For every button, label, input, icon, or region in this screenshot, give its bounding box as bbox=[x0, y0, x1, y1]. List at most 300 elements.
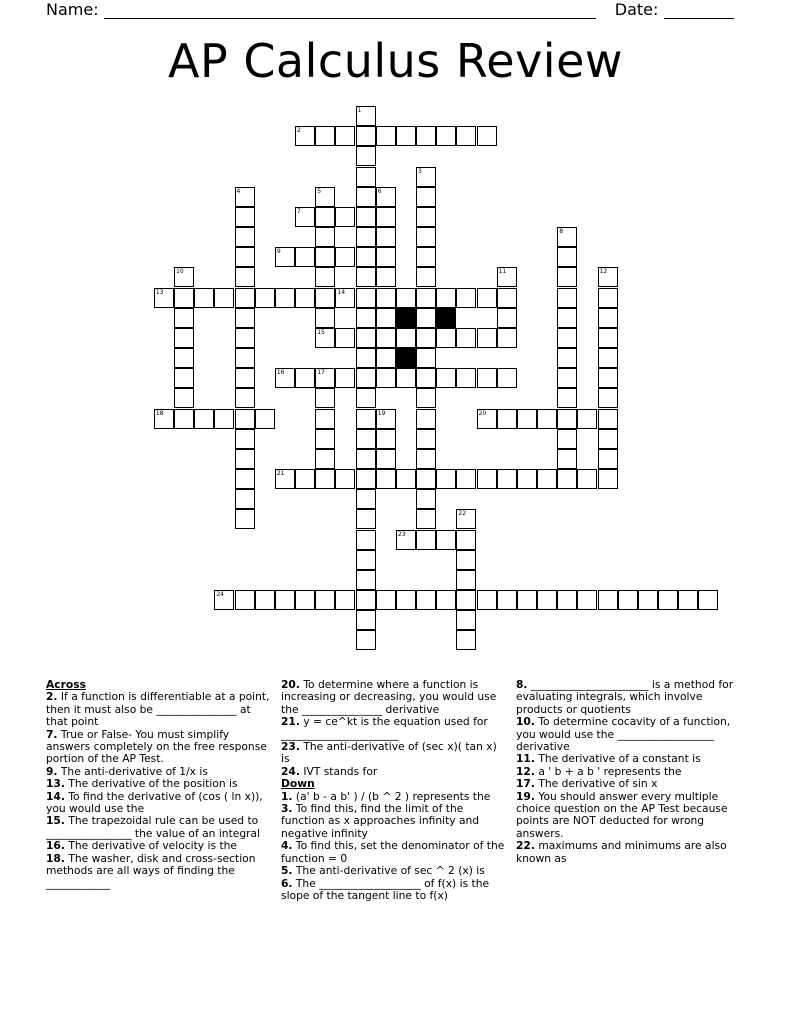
grid-cell[interactable] bbox=[497, 590, 517, 610]
across-clue-list bbox=[46, 691, 274, 890]
clue-text: You should answer every multiple choice question on the AP Test because points are NOT deducted for wrong answers. bbox=[516, 789, 728, 840]
clue-text: If a function is differentiable at a point, then it must also be _______________ at that point bbox=[46, 690, 270, 729]
grid-cell[interactable] bbox=[174, 409, 194, 429]
grid-cell[interactable] bbox=[456, 630, 476, 650]
grid-cell[interactable] bbox=[436, 590, 456, 610]
grid-cell[interactable] bbox=[275, 288, 295, 308]
clue-number: 14. bbox=[46, 789, 65, 803]
grid-cell[interactable] bbox=[174, 288, 194, 308]
grid-cell[interactable] bbox=[456, 509, 476, 529]
grid-cell[interactable] bbox=[235, 409, 255, 429]
grid-cell[interactable] bbox=[456, 550, 476, 570]
grid-cell[interactable] bbox=[235, 207, 255, 227]
grid-cell[interactable] bbox=[376, 126, 396, 146]
grid-cell[interactable] bbox=[235, 247, 255, 267]
clue-text: To determine where a function is increasing or decreasing, you would use the _______________ derivative bbox=[281, 678, 497, 716]
clue-number: 11 bbox=[498, 268, 507, 276]
clue-text: To determine cocavity of a function, you would use the __________________ derivative bbox=[516, 715, 731, 754]
grid-cell[interactable] bbox=[295, 288, 315, 308]
grid-cell[interactable] bbox=[416, 308, 436, 328]
down-clue-list-continued bbox=[516, 679, 744, 865]
grid-cell[interactable] bbox=[598, 429, 618, 449]
grid-cell[interactable] bbox=[416, 227, 436, 247]
grid-cell[interactable] bbox=[335, 126, 355, 146]
grid-cell[interactable] bbox=[356, 509, 376, 529]
clue-number: 24 bbox=[216, 591, 224, 599]
grid-cell[interactable] bbox=[537, 469, 557, 489]
grid-cell[interactable] bbox=[295, 247, 315, 267]
clues-column-1 bbox=[46, 679, 274, 890]
grid-cell[interactable] bbox=[557, 348, 577, 368]
clue-number: 9 bbox=[276, 248, 281, 256]
clue-number: 11. bbox=[516, 752, 535, 766]
grid-cell[interactable] bbox=[577, 469, 597, 489]
grid-cell[interactable] bbox=[497, 288, 517, 308]
grid-cell[interactable] bbox=[497, 409, 517, 429]
grid-cell[interactable] bbox=[376, 590, 396, 610]
grid-cell[interactable] bbox=[497, 267, 517, 287]
clue-number: 20. bbox=[281, 678, 300, 691]
clue-number: 15. bbox=[46, 814, 65, 828]
grid-cell[interactable] bbox=[517, 590, 537, 610]
clue-number: 10 bbox=[176, 268, 184, 276]
clue-number: 20 bbox=[478, 409, 487, 417]
grid-cell[interactable] bbox=[678, 590, 698, 610]
clues-column-3 bbox=[516, 679, 744, 865]
grid-cell[interactable] bbox=[315, 328, 335, 348]
grid-cell[interactable] bbox=[356, 429, 376, 449]
grid-cell[interactable] bbox=[416, 348, 436, 368]
grid-cell[interactable] bbox=[436, 530, 456, 550]
grid-cell[interactable] bbox=[275, 590, 295, 610]
grid-cell[interactable] bbox=[598, 469, 618, 489]
grid-cell[interactable] bbox=[154, 409, 174, 429]
grid-cell[interactable] bbox=[477, 368, 497, 388]
grid-cell[interactable] bbox=[598, 267, 618, 287]
grid-cell[interactable] bbox=[214, 590, 234, 610]
clue-number: 5 bbox=[317, 187, 322, 195]
grid-cell[interactable] bbox=[456, 126, 476, 146]
grid-cell[interactable] bbox=[477, 328, 497, 348]
grid-cell[interactable] bbox=[416, 489, 436, 509]
name-label: Name: bbox=[46, 0, 99, 19]
black-square bbox=[396, 348, 416, 368]
clue-text: The derivative of velocity is the bbox=[64, 839, 238, 853]
grid-cell[interactable] bbox=[174, 308, 194, 328]
grid-cell[interactable] bbox=[335, 590, 355, 610]
grid-cell[interactable] bbox=[436, 126, 456, 146]
grid-cell[interactable] bbox=[315, 590, 335, 610]
grid-cell[interactable] bbox=[416, 328, 436, 348]
grid-cell[interactable] bbox=[356, 388, 376, 408]
clue-text: To find the derivative of (cos ( ln x)), you would use the bbox=[46, 789, 263, 816]
grid-cell[interactable] bbox=[658, 590, 678, 610]
grid-cell[interactable] bbox=[517, 469, 537, 489]
grid-cell[interactable] bbox=[356, 590, 376, 610]
grid-cell[interactable] bbox=[376, 288, 396, 308]
clue-text: True or False- You must simplify answers completely on the free response portion of the AP Test. bbox=[46, 727, 267, 766]
clue-number: 8. bbox=[516, 678, 528, 691]
grid-cell[interactable] bbox=[598, 328, 618, 348]
grid-cell[interactable] bbox=[497, 368, 517, 388]
grid-cell[interactable] bbox=[436, 469, 456, 489]
grid-cell[interactable] bbox=[315, 368, 335, 388]
clue-number: 10. bbox=[516, 715, 535, 729]
grid-cell[interactable] bbox=[416, 247, 436, 267]
grid-cell[interactable] bbox=[235, 348, 255, 368]
clue-text: a ' b + a b ' represents the bbox=[534, 764, 682, 778]
grid-cell[interactable] bbox=[598, 348, 618, 368]
grid-cell[interactable] bbox=[335, 207, 355, 227]
grid-cell[interactable] bbox=[194, 288, 214, 308]
grid-cell[interactable] bbox=[416, 429, 436, 449]
clue-text: To find this, find the limit of the function as x approaches infinity and negative infinity bbox=[281, 802, 480, 840]
grid-cell[interactable] bbox=[174, 368, 194, 388]
grid-cell[interactable] bbox=[194, 409, 214, 429]
grid-cell[interactable] bbox=[335, 368, 355, 388]
grid-cell[interactable] bbox=[356, 610, 376, 630]
clue-number: 1 bbox=[357, 107, 362, 114]
grid-cell[interactable] bbox=[255, 409, 275, 429]
grid-cell[interactable] bbox=[376, 187, 396, 207]
grid-cell[interactable] bbox=[416, 126, 436, 146]
grid-cell[interactable] bbox=[456, 368, 476, 388]
grid-cell[interactable] bbox=[497, 469, 517, 489]
grid-cell[interactable] bbox=[416, 530, 436, 550]
grid-cell[interactable] bbox=[557, 247, 577, 267]
grid-cell[interactable] bbox=[235, 308, 255, 328]
grid-cell[interactable] bbox=[275, 368, 295, 388]
clue-number: 21 bbox=[276, 470, 285, 478]
grid-cell[interactable] bbox=[235, 590, 255, 610]
clue-text: To find this, set the denominator of the function = 0 bbox=[281, 839, 505, 865]
grid-cell[interactable] bbox=[174, 388, 194, 408]
grid-cell[interactable] bbox=[335, 288, 355, 308]
grid-cell[interactable] bbox=[456, 590, 476, 610]
clue-number: 23. bbox=[281, 740, 300, 754]
grid-cell[interactable] bbox=[376, 348, 396, 368]
grid-cell[interactable] bbox=[315, 187, 335, 207]
grid-cell[interactable] bbox=[356, 550, 376, 570]
grid-cell[interactable] bbox=[356, 348, 376, 368]
grid-cell[interactable] bbox=[235, 489, 255, 509]
grid-cell[interactable] bbox=[174, 267, 194, 287]
grid-cell[interactable] bbox=[335, 247, 355, 267]
clue-text: The ___________________ of f(x) is the slope of the tangent line to f(x) bbox=[281, 876, 490, 902]
grid-cell[interactable] bbox=[356, 187, 376, 207]
grid-cell[interactable] bbox=[436, 328, 456, 348]
grid-cell[interactable] bbox=[315, 267, 335, 287]
grid-cell[interactable] bbox=[456, 610, 476, 630]
grid-cell[interactable] bbox=[416, 509, 436, 529]
grid-cell[interactable] bbox=[537, 590, 557, 610]
grid-cell[interactable] bbox=[315, 308, 335, 328]
clue-text: The anti-derivative of (sec x)( tan x) is bbox=[281, 740, 497, 766]
clue bbox=[46, 853, 274, 890]
grid-cell[interactable] bbox=[174, 328, 194, 348]
grid-cell[interactable] bbox=[376, 267, 396, 287]
clue-number: 19 bbox=[377, 409, 386, 417]
grid-cell[interactable] bbox=[356, 207, 376, 227]
grid-cell[interactable] bbox=[315, 227, 335, 247]
grid-cell[interactable] bbox=[376, 308, 396, 328]
grid-cell[interactable] bbox=[295, 368, 315, 388]
clue bbox=[281, 766, 507, 778]
grid-cell[interactable] bbox=[598, 409, 618, 429]
clue-text: (a' b - a b' ) / (b ^ 2 ) represents the bbox=[292, 789, 491, 803]
grid-cell[interactable] bbox=[416, 267, 436, 287]
grid-cell[interactable] bbox=[557, 288, 577, 308]
grid-cell[interactable] bbox=[356, 530, 376, 550]
black-square bbox=[436, 308, 456, 328]
grid-cell[interactable] bbox=[356, 247, 376, 267]
clue-text: The anti-derivative of sec ^ 2 (x) is bbox=[292, 864, 485, 878]
grid-cell[interactable] bbox=[335, 328, 355, 348]
grid-cell[interactable] bbox=[416, 207, 436, 227]
grid-cell[interactable] bbox=[456, 288, 476, 308]
clue-number: 12. bbox=[516, 764, 535, 778]
grid-cell[interactable] bbox=[618, 590, 638, 610]
grid-cell[interactable] bbox=[416, 167, 436, 187]
grid-cell[interactable] bbox=[235, 368, 255, 388]
clue-number: 5. bbox=[281, 864, 293, 878]
grid-cell[interactable] bbox=[477, 126, 497, 146]
grid-cell[interactable] bbox=[315, 247, 335, 267]
grid-cell[interactable] bbox=[235, 267, 255, 287]
grid-cell[interactable] bbox=[577, 409, 597, 429]
grid-cell[interactable] bbox=[557, 429, 577, 449]
grid-cell[interactable] bbox=[356, 409, 376, 429]
grid-cell[interactable] bbox=[416, 288, 436, 308]
grid-cell[interactable] bbox=[235, 288, 255, 308]
grid-cell[interactable] bbox=[295, 126, 315, 146]
grid-cell[interactable] bbox=[235, 449, 255, 469]
grid-cell[interactable] bbox=[497, 308, 517, 328]
grid-cell[interactable] bbox=[315, 409, 335, 429]
clue bbox=[46, 791, 274, 816]
clue bbox=[281, 840, 507, 865]
clue-number: 14 bbox=[337, 288, 346, 296]
grid-cell[interactable] bbox=[396, 530, 416, 550]
clues-column-2 bbox=[281, 679, 507, 902]
grid-cell[interactable] bbox=[356, 630, 376, 650]
grid-cell[interactable] bbox=[275, 247, 295, 267]
down-heading: Down bbox=[281, 777, 315, 791]
grid-cell[interactable] bbox=[235, 187, 255, 207]
clue-text: maximums and minimums are also known as bbox=[516, 839, 727, 865]
clue bbox=[46, 691, 274, 728]
grid-cell[interactable] bbox=[497, 328, 517, 348]
grid-cell[interactable] bbox=[356, 469, 376, 489]
clue-number: 8 bbox=[559, 228, 564, 236]
clue-text: IVT stands for bbox=[299, 764, 378, 778]
grid-cell[interactable] bbox=[315, 388, 335, 408]
grid-cell[interactable] bbox=[154, 288, 174, 308]
grid-cell[interactable] bbox=[315, 207, 335, 227]
grid-cell[interactable] bbox=[557, 227, 577, 247]
grid-cell[interactable] bbox=[235, 429, 255, 449]
grid-cell[interactable] bbox=[356, 288, 376, 308]
clue-number: 23 bbox=[397, 530, 406, 538]
grid-cell[interactable] bbox=[376, 328, 396, 348]
clue-number: 9. bbox=[46, 764, 58, 778]
date-label: Date: bbox=[614, 0, 659, 19]
grid-cell[interactable] bbox=[376, 368, 396, 388]
grid-cell[interactable] bbox=[235, 469, 255, 489]
clue-number: 12 bbox=[599, 268, 608, 276]
grid-cell[interactable] bbox=[235, 328, 255, 348]
clue-number: 13 bbox=[155, 288, 164, 296]
grid-cell[interactable] bbox=[396, 126, 416, 146]
clue-text: The derivative of the position is bbox=[64, 777, 238, 791]
clue-number: 17. bbox=[516, 777, 535, 791]
clue-number: 21. bbox=[281, 715, 300, 729]
down-clue-list bbox=[281, 791, 507, 903]
grid-cell[interactable] bbox=[598, 288, 618, 308]
grid-cell[interactable] bbox=[436, 288, 456, 308]
clue-number: 6. bbox=[281, 876, 293, 890]
grid-cell[interactable] bbox=[235, 227, 255, 247]
grid-cell[interactable] bbox=[557, 590, 577, 610]
grid-cell[interactable] bbox=[315, 449, 335, 469]
grid-cell[interactable] bbox=[315, 288, 335, 308]
clue-number: 18. bbox=[46, 851, 65, 865]
grid-cell[interactable] bbox=[598, 449, 618, 469]
grid-cell[interactable] bbox=[356, 489, 376, 509]
grid-cell[interactable] bbox=[376, 227, 396, 247]
grid-cell[interactable] bbox=[356, 167, 376, 187]
grid-cell[interactable] bbox=[356, 328, 376, 348]
clue-number: 1. bbox=[281, 789, 293, 803]
grid-cell[interactable] bbox=[376, 469, 396, 489]
grid-cell[interactable] bbox=[477, 288, 497, 308]
grid-cell[interactable] bbox=[376, 247, 396, 267]
clue bbox=[516, 791, 744, 841]
clue-number: 2. bbox=[46, 690, 58, 704]
clue-number: 2 bbox=[297, 127, 301, 135]
grid-cell[interactable] bbox=[356, 267, 376, 287]
grid-cell[interactable] bbox=[356, 146, 376, 166]
clue bbox=[281, 716, 507, 741]
grid-cell[interactable] bbox=[214, 409, 234, 429]
grid-cell[interactable] bbox=[356, 106, 376, 126]
grid-cell[interactable] bbox=[376, 409, 396, 429]
grid-cell[interactable] bbox=[376, 429, 396, 449]
grid-cell[interactable] bbox=[356, 308, 376, 328]
grid-cell[interactable] bbox=[638, 590, 658, 610]
grid-cell[interactable] bbox=[598, 308, 618, 328]
grid-cell[interactable] bbox=[396, 590, 416, 610]
grid-cell[interactable] bbox=[295, 590, 315, 610]
grid-cell[interactable] bbox=[356, 368, 376, 388]
grid-cell[interactable] bbox=[416, 449, 436, 469]
clue-number: 7 bbox=[297, 207, 301, 215]
grid-cell[interactable] bbox=[315, 126, 335, 146]
grid-cell[interactable] bbox=[517, 409, 537, 429]
grid-cell[interactable] bbox=[416, 469, 436, 489]
grid-cell[interactable] bbox=[214, 288, 234, 308]
grid-cell[interactable] bbox=[557, 328, 577, 348]
clue bbox=[281, 878, 507, 903]
grid-cell[interactable] bbox=[598, 368, 618, 388]
grid-cell[interactable] bbox=[356, 570, 376, 590]
grid-cell[interactable] bbox=[295, 469, 315, 489]
grid-cell[interactable] bbox=[315, 469, 335, 489]
grid-cell[interactable] bbox=[416, 590, 436, 610]
grid-cell[interactable] bbox=[174, 348, 194, 368]
grid-cell[interactable] bbox=[235, 388, 255, 408]
clue bbox=[281, 679, 507, 716]
grid-cell[interactable] bbox=[598, 388, 618, 408]
grid-cell[interactable] bbox=[315, 429, 335, 449]
clue-text: The anti-derivative of 1/x is bbox=[57, 764, 208, 778]
clue-number: 19. bbox=[516, 789, 535, 803]
grid-cell[interactable] bbox=[356, 126, 376, 146]
clue-number: 16. bbox=[46, 839, 65, 853]
grid-cell[interactable] bbox=[436, 368, 456, 388]
grid-cell[interactable] bbox=[477, 409, 497, 429]
grid-cell[interactable] bbox=[456, 530, 476, 550]
grid-cell[interactable] bbox=[456, 328, 476, 348]
grid-cell[interactable] bbox=[557, 409, 577, 429]
grid-cell[interactable] bbox=[396, 368, 416, 388]
grid-cell[interactable] bbox=[416, 409, 436, 429]
grid-cell[interactable] bbox=[396, 288, 416, 308]
black-square bbox=[396, 308, 416, 328]
grid-cell[interactable] bbox=[356, 449, 376, 469]
grid-cell[interactable] bbox=[557, 449, 577, 469]
clue-number: 22 bbox=[458, 510, 467, 518]
grid-cell[interactable] bbox=[557, 308, 577, 328]
grid-cell[interactable] bbox=[598, 590, 618, 610]
grid-cell[interactable] bbox=[698, 590, 718, 610]
grid-cell[interactable] bbox=[275, 469, 295, 489]
clue bbox=[516, 679, 744, 716]
grid-cell[interactable] bbox=[537, 409, 557, 429]
clue-number: 18 bbox=[155, 409, 164, 417]
grid-cell[interactable] bbox=[477, 590, 497, 610]
clue bbox=[46, 729, 274, 766]
grid-cell[interactable] bbox=[255, 288, 275, 308]
grid-cell[interactable] bbox=[557, 267, 577, 287]
clue-number: 4. bbox=[281, 839, 293, 853]
grid-cell[interactable] bbox=[557, 368, 577, 388]
grid-cell[interactable] bbox=[396, 469, 416, 489]
grid-cell[interactable] bbox=[477, 469, 497, 489]
grid-cell[interactable] bbox=[335, 469, 355, 489]
grid-cell[interactable] bbox=[577, 590, 597, 610]
grid-cell[interactable] bbox=[295, 207, 315, 227]
grid-cell[interactable] bbox=[255, 590, 275, 610]
clue-number: 4 bbox=[236, 187, 241, 195]
grid-cell[interactable] bbox=[356, 227, 376, 247]
grid-cell[interactable] bbox=[416, 368, 436, 388]
grid-cell[interactable] bbox=[456, 570, 476, 590]
clue-number: 16 bbox=[276, 369, 285, 377]
clue-text: The washer, disk and cross-section methods are all ways of finding the ____________ bbox=[46, 851, 256, 890]
grid-cell[interactable] bbox=[416, 187, 436, 207]
grid-cell[interactable] bbox=[396, 328, 416, 348]
grid-cell[interactable] bbox=[376, 449, 396, 469]
grid-cell[interactable] bbox=[557, 469, 577, 489]
grid-cell[interactable] bbox=[235, 509, 255, 529]
clue-number: 22. bbox=[516, 839, 535, 853]
page-title: AP Calculus Review bbox=[167, 34, 623, 88]
grid-cell[interactable] bbox=[376, 207, 396, 227]
grid-cell[interactable] bbox=[416, 388, 436, 408]
grid-cell[interactable] bbox=[456, 469, 476, 489]
grid-cell[interactable] bbox=[557, 388, 577, 408]
